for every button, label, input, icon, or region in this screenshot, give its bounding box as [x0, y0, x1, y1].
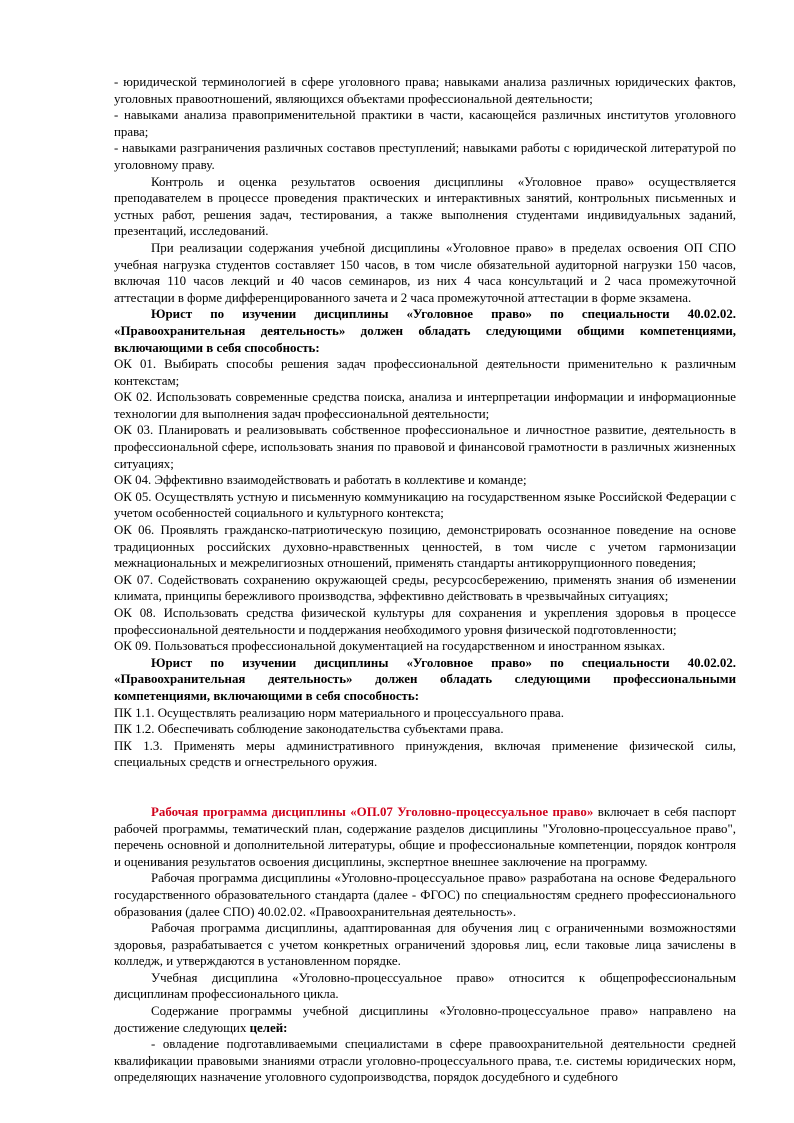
workload-paragraph: При реализации содержания учебной дисциплины «Уголовное право» в пределах освоения ОП СПО учебная нагрузка студентов составляет 150 часов, в том числе обязательной аудиторной нагрузки 150 часов, включая 110 часов лекций и 40 часов семинаров, из них 4 часа консультаций и 2 часа промежуточной аттестации в форме дифференцированного зачета и 2 часа промежуточной аттестации в форме экзамена. [114, 240, 736, 305]
ok-item-09: ОК 09. Пользоваться профессиональной документацией на государственном и иностранном языках. [114, 639, 666, 654]
ok-item-06: ОК 06. Проявлять гражданско-патриотическую позицию, демонстрировать осознанное поведение на основе традиционных российских духовно-нравственных ценностей, в том числе с учетом гармонизации межнациональных и межрелигиозных отношений, применять стандарты антикоррупционного поведения; [114, 523, 736, 571]
ok-item-08: ОК 08. Использовать средства физической культуры для сохранения и укрепления здоровья в процессе профессиональной деятельности и поддержания необходимого уровня физической подготовленности; [114, 606, 736, 637]
program-intro-text: включает в себя паспорт рабочей программы, тематический план, содержание разделов дисциплины "Уголовно-процессуальное право", перечень основной и дополнительной литературы, общие и профессиональные компетенции, порядок контроля и оценивания результатов освоения дисциплины, экспертное внешнее заключение на программу. [114, 804, 737, 869]
skills-item-distinction: - навыками разграничения различных составов преступлений; навыками работы с юридической литературой по уголовному праву. [114, 141, 736, 172]
program-title: Рабочая программа дисциплины «ОП.07 Уголовно-процессуальное право» [151, 804, 594, 819]
general-competencies-heading: Юрист по изучении дисциплины «Уголовное право» по специальности 40.02.02. «Правоохранительная деятельность» должен обладать следующими общими компетенциями, включающими в себя способность: [114, 307, 736, 355]
goal-item-mastery: - овладение подготавливаемыми специалистами в сфере правоохранительной деятельности средней квалификации правовыми знаниями отрасли уголовно-процессуального права, т.е. системы юридических норм, определяющих назначение уголовного судопроизводства, порядок досудебного и судебного [114, 1037, 736, 1085]
program-intro-paragraph [114, 804, 736, 870]
ok-item-03: ОК 03. Планировать и реализовывать собственное профессиональное и личностное развитие, деятельность в профессиональной сфере, использовать знания по правовой и финансовой грамотности в различных жизненных ситуациях; [114, 423, 736, 471]
fgos-paragraph: Рабочая программа дисциплины «Уголовно-процессуальное право» разработана на основе Федерального государственного образовательного стандарта (далее - ФГОС) по специальностям среднего профессионального образования (далее СПО) 40.02.02. «Правоохранительная деятельность». [114, 871, 736, 919]
pk-item-1-1: ПК 1.1. Осуществлять реализацию норм материального и процессуального права. [114, 705, 564, 720]
ok-item-01: ОК 01. Выбирать способы решения задач профессиональной деятельности применительно к различным контекстам; [114, 357, 736, 388]
ok-item-04: ОК 04. Эффективно взаимодействовать и работать в коллективе и команде; [114, 473, 527, 488]
ok-item-02: ОК 02. Использовать современные средства поиска, анализа и интерпретации информации и информационные технологии для выполнения задач профессиональной деятельности; [114, 390, 736, 421]
skills-item-practice: - навыками анализа правоприменительной практики в части, касающейся различных институтов уголовного права; [114, 108, 736, 139]
discipline-place-paragraph: Учебная дисциплина «Уголовно-процессуальное право» относится к общепрофессиональным дисциплинам профессионального цикла. [114, 970, 736, 1002]
document-page [114, 74, 736, 1086]
ok-item-05: ОК 05. Осуществлять устную и письменную коммуникацию на государственном языке Российской Федерации с учетом особенностей социального и культурного контекста; [114, 489, 736, 521]
section-spacer [114, 771, 736, 804]
ok-item-07: ОК 07. Содействовать сохранению окружающей среды, ресурсосбережению, применять знания об изменении климата, принципы бережливого производства, эффективно действовать в чрезвычайных ситуациях; [114, 572, 736, 604]
control-paragraph: Контроль и оценка результатов освоения дисциплины «Уголовное право» осуществляется преподавателем в процессе проведения практических и интерактивных занятий, контрольных письменных и устных работ, решения задач, тестирования, а также выполнения студентами индивидуальных заданий, презентаций, исследований. [114, 174, 736, 239]
pk-item-1-2: ПК 1.2. Обеспечивать соблюдение законодательства субъектами права. [114, 722, 504, 737]
goals-label: целей: [249, 1020, 288, 1035]
pk-item-1-3: ПК 1.3. Применять меры административного принуждения, включая применение физической силы, специальных средств и огнестрельного оружия. [114, 738, 736, 770]
adaptation-paragraph: Рабочая программа дисциплины, адаптированная для обучения лиц с ограниченными возможностями здоровья, разрабатывается с учетом конкретных ограничений здоровья лиц, если таковые лица зачислены в колледж, и утверждаются в установленном порядке. [114, 921, 736, 969]
goals-paragraph [114, 1003, 736, 1036]
professional-competencies-heading: Юрист по изучении дисциплины «Уголовное право» по специальности 40.02.02. «Правоохранительная деятельность» должен обладать следующими профессиональными компетенциями, включающими в себя способность: [114, 655, 736, 703]
goals-text: Содержание программы учебной дисциплины «Уголовно-процессуальное право» направлено на достижение следующих [114, 1004, 736, 1035]
skills-item-terminology: - юридической терминологией в сфере уголовного права; навыками анализа различных юридических фактов, уголовных правоотношений, являющихся объектами профессиональной деятельности; [114, 75, 736, 106]
